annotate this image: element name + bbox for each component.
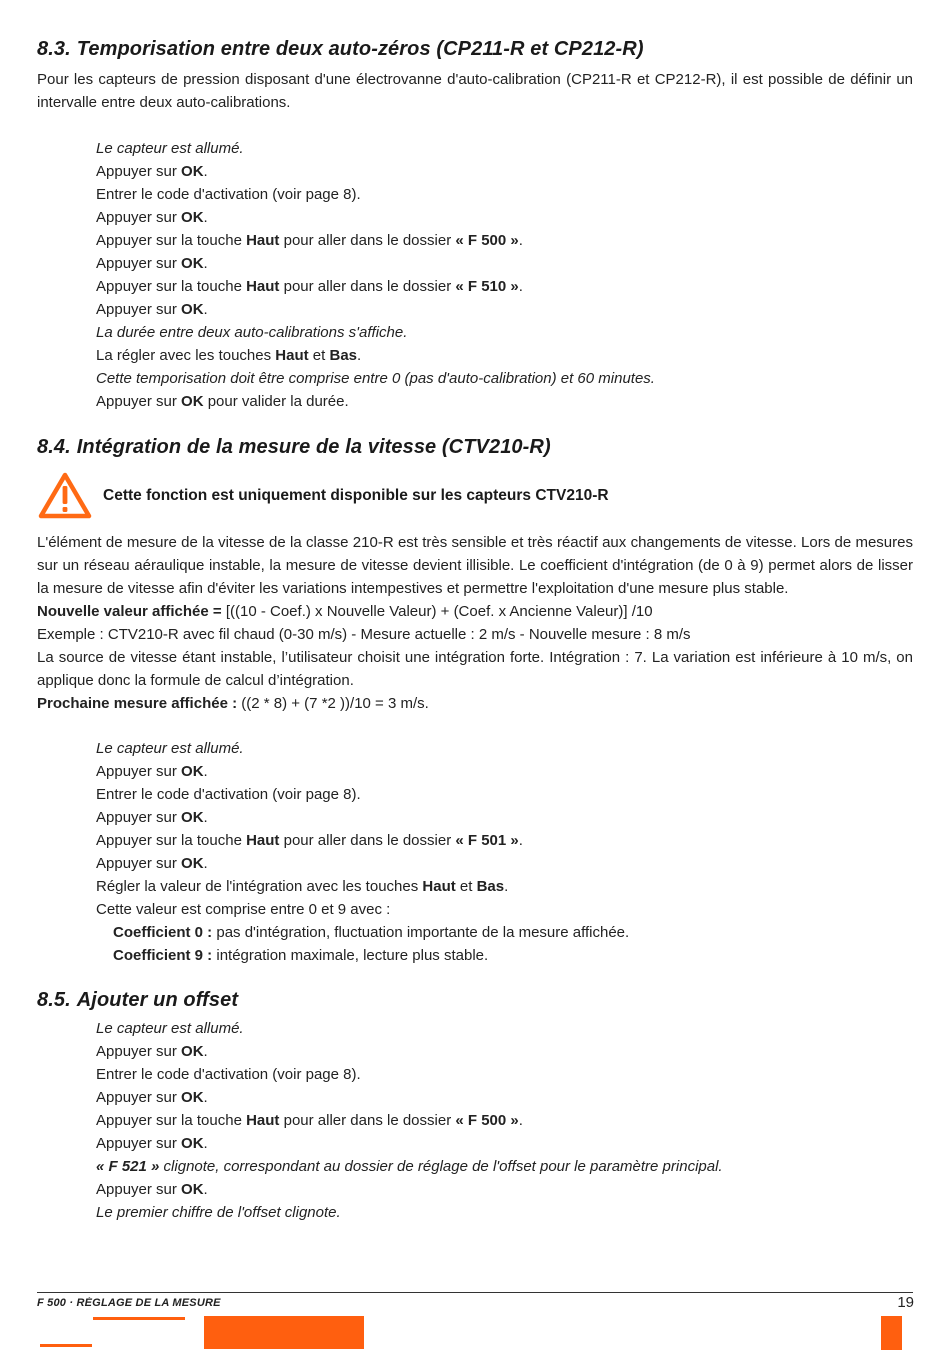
step-text: Appuyer sur bbox=[96, 763, 182, 780]
step-text: Cette valeur est comprise entre 0 et 9 avec : bbox=[96, 901, 391, 918]
warning-triangle-icon bbox=[37, 471, 93, 521]
step-text: pour valider la durée. bbox=[203, 393, 349, 410]
step-text: Appuyer sur bbox=[96, 1135, 182, 1152]
section-number: 8.4. bbox=[37, 436, 71, 458]
step-text: La durée entre deux auto-calibrations s'affiche. bbox=[96, 324, 408, 341]
step-text: . bbox=[518, 232, 523, 249]
document-page bbox=[37, 38, 913, 1224]
step-text: . bbox=[357, 347, 362, 364]
step-emphasis: OK bbox=[181, 1135, 204, 1152]
step-text: pas d'intégration, fluctuation importante de la mesure affichée. bbox=[212, 924, 630, 941]
section-8-4-title bbox=[37, 436, 913, 459]
section-8-5-steps bbox=[96, 1017, 913, 1224]
section-8-3-steps bbox=[96, 137, 913, 413]
instruction-step bbox=[96, 1132, 913, 1155]
step-text: Appuyer sur bbox=[96, 209, 182, 226]
instruction-step bbox=[96, 898, 913, 921]
step-text: pour aller dans le dossier bbox=[279, 278, 456, 295]
instruction-step bbox=[96, 1086, 913, 1109]
next-measure-value: ((2 * 8) + (7 *2 ))/10 = 3 m/s. bbox=[237, 695, 429, 712]
step-text: Le premier chiffre de l'offset clignote. bbox=[96, 1204, 341, 1221]
step-text: . bbox=[518, 1112, 523, 1129]
step-text: . bbox=[518, 832, 523, 849]
step-emphasis: OK bbox=[181, 393, 204, 410]
instruction-step bbox=[96, 783, 913, 806]
instruction-step bbox=[96, 298, 913, 321]
formula-line bbox=[37, 600, 913, 623]
section-number: 8.3. bbox=[37, 38, 71, 60]
instruction-step bbox=[96, 944, 913, 967]
step-emphasis: « F 510 » bbox=[455, 278, 519, 295]
instruction-step bbox=[96, 1201, 913, 1224]
step-text: Cette temporisation doit être comprise entre 0 (pas d'auto-calibration) et 60 minutes. bbox=[96, 370, 655, 387]
step-text: . bbox=[203, 255, 208, 272]
step-emphasis: OK bbox=[181, 809, 204, 826]
step-text: Appuyer sur la touche bbox=[96, 278, 247, 295]
step-text: pour aller dans le dossier bbox=[279, 232, 456, 249]
step-text: Régler la valeur de l'intégration avec les touches bbox=[96, 878, 423, 895]
step-emphasis: Haut bbox=[246, 278, 280, 295]
step-text: Appuyer sur bbox=[96, 301, 182, 318]
step-emphasis: Haut bbox=[246, 1112, 280, 1129]
footer-accent-bar bbox=[40, 1344, 92, 1347]
instruction-step bbox=[96, 1040, 913, 1063]
next-measure-line bbox=[37, 692, 913, 715]
step-text: . bbox=[203, 855, 208, 872]
step-text: Appuyer sur bbox=[96, 393, 182, 410]
instruction-step bbox=[96, 252, 913, 275]
instruction-step bbox=[96, 160, 913, 183]
step-emphasis: OK bbox=[181, 255, 204, 272]
instruction-step bbox=[96, 737, 913, 760]
step-text: Entrer le code d'activation (voir page 8). bbox=[96, 186, 361, 203]
step-text: et bbox=[455, 878, 477, 895]
instruction-step bbox=[96, 921, 913, 944]
step-text: Le capteur est allumé. bbox=[96, 740, 244, 757]
instruction-step bbox=[96, 344, 913, 367]
step-text: . bbox=[203, 163, 208, 180]
step-text: Le capteur est allumé. bbox=[96, 1020, 244, 1037]
instruction-step bbox=[96, 760, 913, 783]
step-text: . bbox=[203, 1135, 208, 1152]
step-text: Appuyer sur bbox=[96, 255, 182, 272]
instruction-step bbox=[96, 367, 913, 390]
instruction-step bbox=[96, 1017, 913, 1040]
step-text: Appuyer sur bbox=[96, 1043, 182, 1060]
section-title-text: Temporisation entre deux auto-zéros (CP211-R et CP212-R) bbox=[76, 38, 644, 60]
step-text: . bbox=[504, 878, 509, 895]
step-emphasis: OK bbox=[181, 209, 204, 226]
instruction-step bbox=[96, 137, 913, 160]
instruction-step bbox=[96, 275, 913, 298]
section-number: 8.5. bbox=[37, 989, 71, 1011]
step-text: . bbox=[518, 278, 523, 295]
section-8-3-title bbox=[37, 38, 913, 61]
step-text: Entrer le code d'activation (voir page 8). bbox=[96, 1066, 361, 1083]
warning-text: Cette fonction est uniquement disponible sur les capteurs CTV210-R bbox=[103, 487, 609, 504]
step-text: . bbox=[203, 1089, 208, 1106]
step-text: Appuyer sur bbox=[96, 1089, 182, 1106]
instruction-step bbox=[96, 1063, 913, 1086]
instruction-step bbox=[96, 183, 913, 206]
step-text: Appuyer sur bbox=[96, 855, 182, 872]
step-emphasis: Coefficient 9 : bbox=[113, 947, 213, 964]
instruction-step bbox=[96, 1178, 913, 1201]
page-number: 19 bbox=[897, 1294, 914, 1311]
section-title-text: Intégration de la mesure de la vitesse (CTV210-R) bbox=[76, 436, 551, 458]
step-text: clignote, correspondant au dossier de réglage de l'offset pour le paramètre principal. bbox=[159, 1158, 723, 1175]
step-text: . bbox=[203, 1043, 208, 1060]
instruction-step bbox=[96, 875, 913, 898]
step-text: . bbox=[203, 809, 208, 826]
step-emphasis: Haut bbox=[422, 878, 456, 895]
step-emphasis: « F 500 » bbox=[455, 232, 519, 249]
example-line: Exemple : CTV210-R avec fil chaud (0-30 m/s) - Mesure actuelle : 2 m/s - Nouvelle mesure : 8 m/s bbox=[37, 626, 691, 643]
step-emphasis: « F 501 » bbox=[455, 832, 519, 849]
step-text: . bbox=[203, 301, 208, 318]
step-emphasis: Haut bbox=[246, 232, 280, 249]
section-8-3-intro: Pour les capteurs de pression disposant d'une électrovanne d'auto-calibration (CP211-R et CP212-R), il est possible de définir un intervalle entre deux auto-calibrations. bbox=[37, 71, 913, 111]
footer-accent-block bbox=[204, 1316, 364, 1349]
step-emphasis: « F 521 » bbox=[96, 1158, 160, 1175]
step-emphasis: OK bbox=[181, 163, 204, 180]
next-measure-label: Prochaine mesure affichée : bbox=[37, 695, 238, 712]
step-text: Appuyer sur bbox=[96, 163, 182, 180]
step-text: Appuyer sur la touche bbox=[96, 832, 247, 849]
step-emphasis: OK bbox=[181, 763, 204, 780]
section-8-5-title bbox=[37, 989, 913, 1012]
step-emphasis: OK bbox=[181, 855, 204, 872]
instruction-step bbox=[96, 390, 913, 413]
step-emphasis: Bas bbox=[476, 878, 505, 895]
step-text: pour aller dans le dossier bbox=[279, 832, 456, 849]
instruction-step bbox=[96, 829, 913, 852]
step-text: et bbox=[308, 347, 330, 364]
step-text: . bbox=[203, 763, 208, 780]
step-text: Appuyer sur la touche bbox=[96, 232, 247, 249]
step-text: Appuyer sur la touche bbox=[96, 1112, 247, 1129]
instruction-step bbox=[96, 1109, 913, 1132]
footer-divider bbox=[37, 1292, 913, 1293]
instruction-step bbox=[96, 321, 913, 344]
step-emphasis: Coefficient 0 : bbox=[113, 924, 213, 941]
formula-label: Nouvelle valeur affichée = bbox=[37, 603, 222, 620]
section-8-4-steps bbox=[96, 737, 913, 967]
footer-accent-bar bbox=[93, 1317, 185, 1320]
step-text: . bbox=[203, 1181, 208, 1198]
step-text: . bbox=[203, 209, 208, 226]
step-text: Entrer le code d'activation (voir page 8). bbox=[96, 786, 361, 803]
step-text: Appuyer sur bbox=[96, 1181, 182, 1198]
step-text: intégration maximale, lecture plus stable. bbox=[212, 947, 489, 964]
instruction-step bbox=[96, 229, 913, 252]
instruction-step bbox=[96, 206, 913, 229]
footer-title: F 500 · RÉGLAGE DE LA MESURE bbox=[37, 1297, 221, 1309]
step-emphasis: OK bbox=[181, 1181, 204, 1198]
step-text: Le capteur est allumé. bbox=[96, 140, 244, 157]
instruction-step bbox=[96, 1155, 913, 1178]
instruction-step bbox=[96, 852, 913, 875]
step-text: pour aller dans le dossier bbox=[279, 1112, 456, 1129]
step-emphasis: « F 500 » bbox=[455, 1112, 519, 1129]
footer-accent-block bbox=[881, 1316, 902, 1350]
step-text: La régler avec les touches bbox=[96, 347, 276, 364]
explanation-paragraph: La source de vitesse étant instable, l’utilisateur choisit une intégration forte. Intégration : 7. La variation est inférieure à 10 m/s, on applique donc la formule de calcul d’intégration. bbox=[37, 649, 913, 689]
step-emphasis: Bas bbox=[329, 347, 358, 364]
step-emphasis: Haut bbox=[275, 347, 309, 364]
section-title-text: Ajouter un offset bbox=[76, 989, 239, 1011]
step-emphasis: OK bbox=[181, 1089, 204, 1106]
instruction-step bbox=[96, 806, 913, 829]
section-8-4-intro: L'élément de mesure de la vitesse de la classe 210-R est très sensible et très réactif aux changements de vitesse. Lors de mesures sur un réseau aéraulique instable, la mesure de vitesse devient illisible. Le coefficient d'intégration (de 0 à 9) permet alors de lisser la mesure de vitesse afin d'éviter les variations intempestives et permettre l'exploitation d'une mesure plus stable. bbox=[37, 534, 913, 597]
step-emphasis: Haut bbox=[246, 832, 280, 849]
warning-notice bbox=[37, 471, 913, 521]
step-emphasis: OK bbox=[181, 301, 204, 318]
formula-value: [((10 - Coef.) x Nouvelle Valeur) + (Coef. x Ancienne Valeur)] /10 bbox=[221, 603, 653, 620]
step-emphasis: OK bbox=[181, 1043, 204, 1060]
step-text: Appuyer sur bbox=[96, 809, 182, 826]
